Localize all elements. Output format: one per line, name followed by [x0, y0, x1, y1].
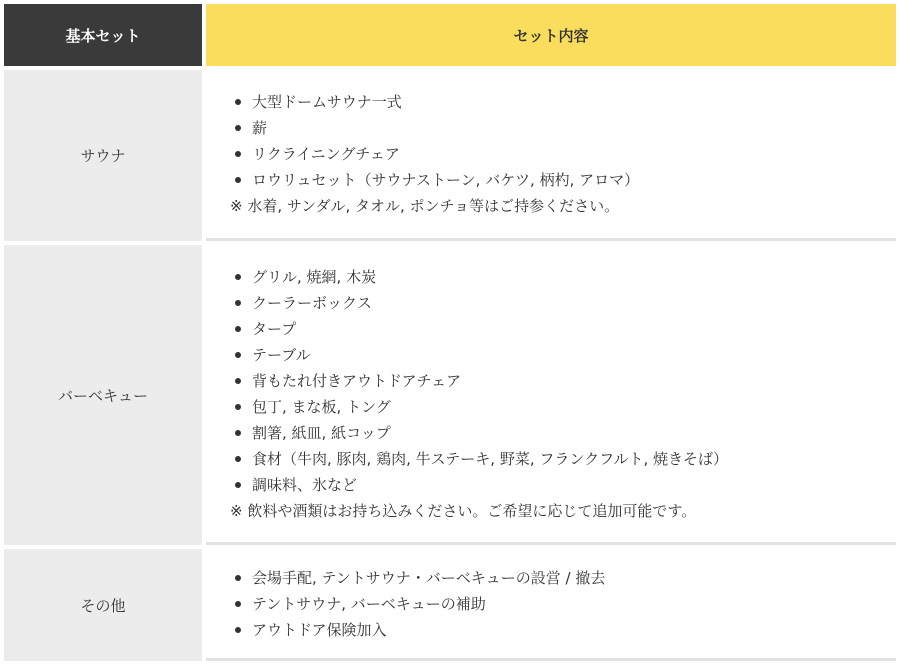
table-row-bbq [4, 245, 896, 545]
set-content-table [4, 4, 896, 661]
content-bbq [206, 245, 896, 545]
bullet-icon [235, 378, 241, 384]
list-item: タープ [230, 316, 728, 342]
bullet-icon [235, 456, 241, 462]
list-item: 背もたれ付きアウトドアチェア [230, 368, 728, 394]
header-basic-set: 基本セット [4, 4, 202, 66]
table-row-other [4, 549, 896, 661]
bullet-icon [235, 125, 241, 131]
category-sauna: サウナ [4, 70, 202, 241]
list-item: クーラーボックス [230, 290, 728, 316]
list-item: 薪 [230, 115, 639, 141]
list-item: テーブル [230, 342, 728, 368]
bullet-icon [235, 430, 241, 436]
table-row-sauna [4, 70, 896, 241]
bullet-icon [235, 404, 241, 410]
list-item: 割箸, 紙皿, 紙コップ [230, 420, 728, 446]
bullet-icon [235, 601, 241, 607]
list-item: 包丁, まな板, トング [230, 394, 728, 420]
content-sauna [206, 70, 896, 241]
item-list-bbq [230, 264, 728, 498]
header-set-content: セット内容 [206, 4, 896, 66]
item-list-other [230, 565, 605, 643]
list-item: 調味料、氷など [230, 472, 728, 498]
bullet-icon [235, 627, 241, 633]
list-item: グリル, 焼網, 木炭 [230, 264, 728, 290]
bullet-icon [235, 575, 241, 581]
bullet-icon [235, 300, 241, 306]
table-header-row [4, 4, 896, 66]
bullet-icon [235, 177, 241, 183]
list-item: 会場手配, テントサウナ・バーベキューの設営 / 撤去 [230, 565, 605, 591]
list-item: テントサウナ, バーベキューの補助 [230, 591, 605, 617]
bullet-icon [235, 482, 241, 488]
list-item: リクライニングチェア [230, 141, 639, 167]
bullet-icon [235, 352, 241, 358]
list-item: 食材（牛肉, 豚肉, 鶏肉, 牛ステーキ, 野菜, フランクフルト, 焼きそば） [230, 446, 728, 472]
list-item: ロウリュセット（サウナストーン, バケツ, 柄杓, アロマ） [230, 167, 639, 193]
category-bbq: バーベキュー [4, 245, 202, 545]
bullet-icon [235, 274, 241, 280]
bullet-icon [235, 99, 241, 105]
note-bbq: ※ 飲料や酒類はお持ち込みください。ご希望に応じて追加可能です。 [230, 501, 697, 520]
list-item: 大型ドームサウナ一式 [230, 89, 639, 115]
content-other [206, 549, 896, 661]
bullet-icon [235, 151, 241, 157]
bullet-icon [235, 326, 241, 332]
note-sauna: ※ 水着, サンダル, タオル, ポンチョ等はご持参ください。 [230, 197, 620, 215]
item-list-sauna [230, 89, 639, 193]
category-other: その他 [4, 549, 202, 661]
list-item: アウトドア保険加入 [230, 617, 605, 643]
